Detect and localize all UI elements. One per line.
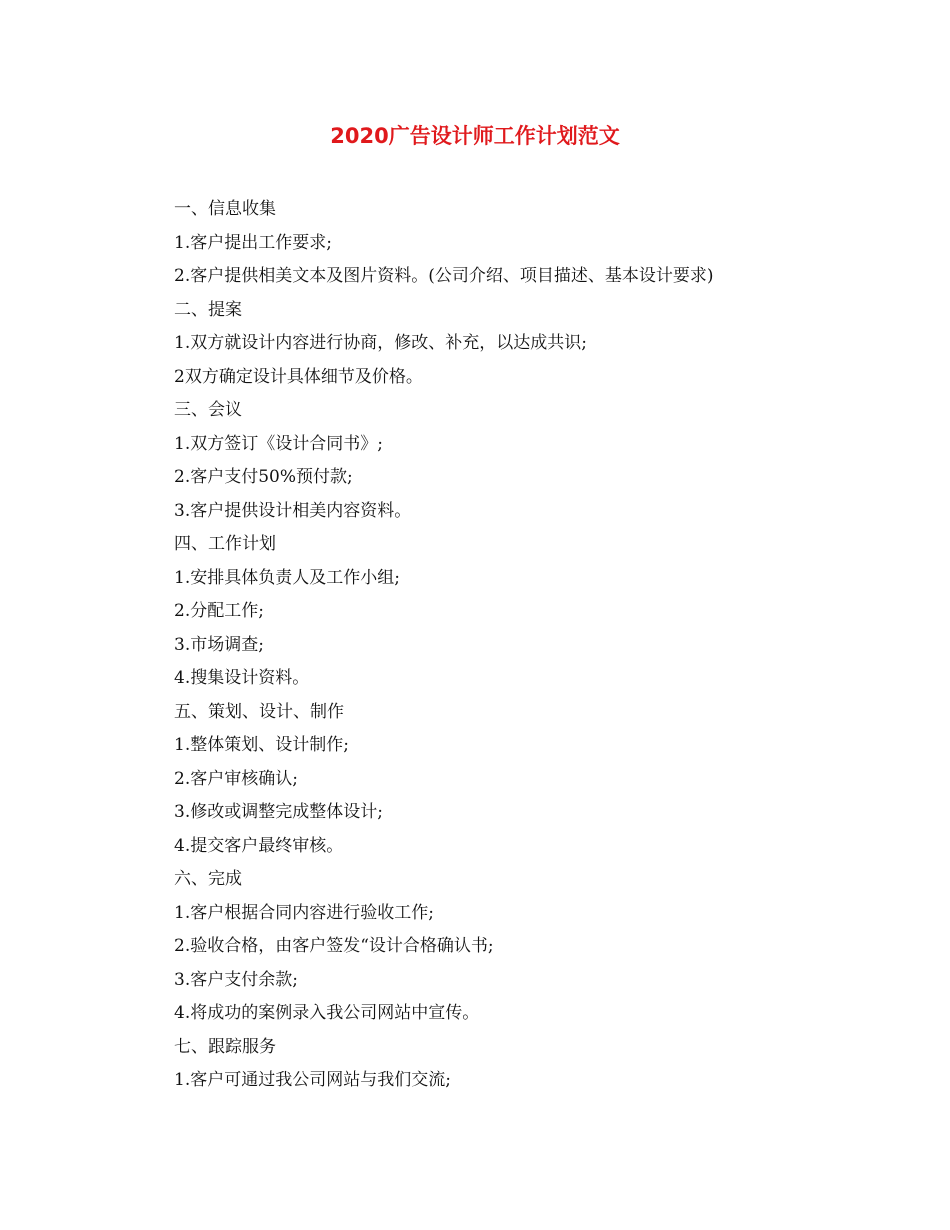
list-item: 2.客户支付50%预付款;	[174, 467, 353, 487]
section-heading-proposal: 二、提案	[174, 299, 242, 320]
list-item: 3.客户提供设计相美内容资料。	[174, 500, 412, 521]
section-heading-work-plan: 四、工作计划	[174, 534, 276, 554]
list-item: 1.整体策划、设计制作;	[174, 735, 349, 755]
list-item: 4.提交客户最终审核。	[174, 835, 344, 856]
list-item: 1.安排具体负责人及工作小组;	[174, 567, 400, 588]
list-item: 3.客户支付余款;	[174, 969, 298, 990]
list-item: 1.客户提出工作要求;	[174, 232, 332, 253]
list-item: 1.客户可通过我公司网站与我们交流;	[174, 1070, 451, 1090]
list-item: 4.将成功的案例录入我公司网站中宣传。	[174, 1003, 480, 1023]
list-item: 2.客户审核确认;	[174, 768, 298, 789]
section-heading-meeting: 三、会议	[174, 400, 242, 420]
section-heading-info-collection: 一、信息收集	[174, 199, 276, 219]
list-item: 3.修改或调整完成整体设计;	[174, 802, 383, 822]
section-heading-follow-up: 七、跟踪服务	[174, 1036, 276, 1057]
list-item: 2双方确定设计具体细节及价格。	[174, 366, 423, 387]
list-item: 2.分配工作;	[174, 601, 264, 621]
list-item: 1.双方签订《设计合同书》;	[174, 433, 383, 454]
list-item: 2.验收合格，由客户签发“设计合格确认书;	[174, 936, 494, 956]
section-heading-completion: 六、完成	[174, 869, 242, 889]
list-item: 3.市场调查;	[174, 634, 264, 655]
list-item: 4.搜集设计资料。	[174, 668, 310, 688]
document-body	[174, 193, 874, 1098]
list-item: 1.双方就设计内容进行协商，修改、补充，以达成共识;	[174, 333, 587, 353]
page-title: 2020广告设计师工作计划范文	[330, 124, 620, 148]
list-item: 1.客户根据合同内容进行验收工作;	[174, 902, 434, 923]
list-item: 2.客户提供相美文本及图片资料。(公司介绍、项目描述、基本设计要求)	[174, 266, 714, 286]
section-heading-planning-design: 五、策划、设计、制作	[174, 701, 344, 722]
